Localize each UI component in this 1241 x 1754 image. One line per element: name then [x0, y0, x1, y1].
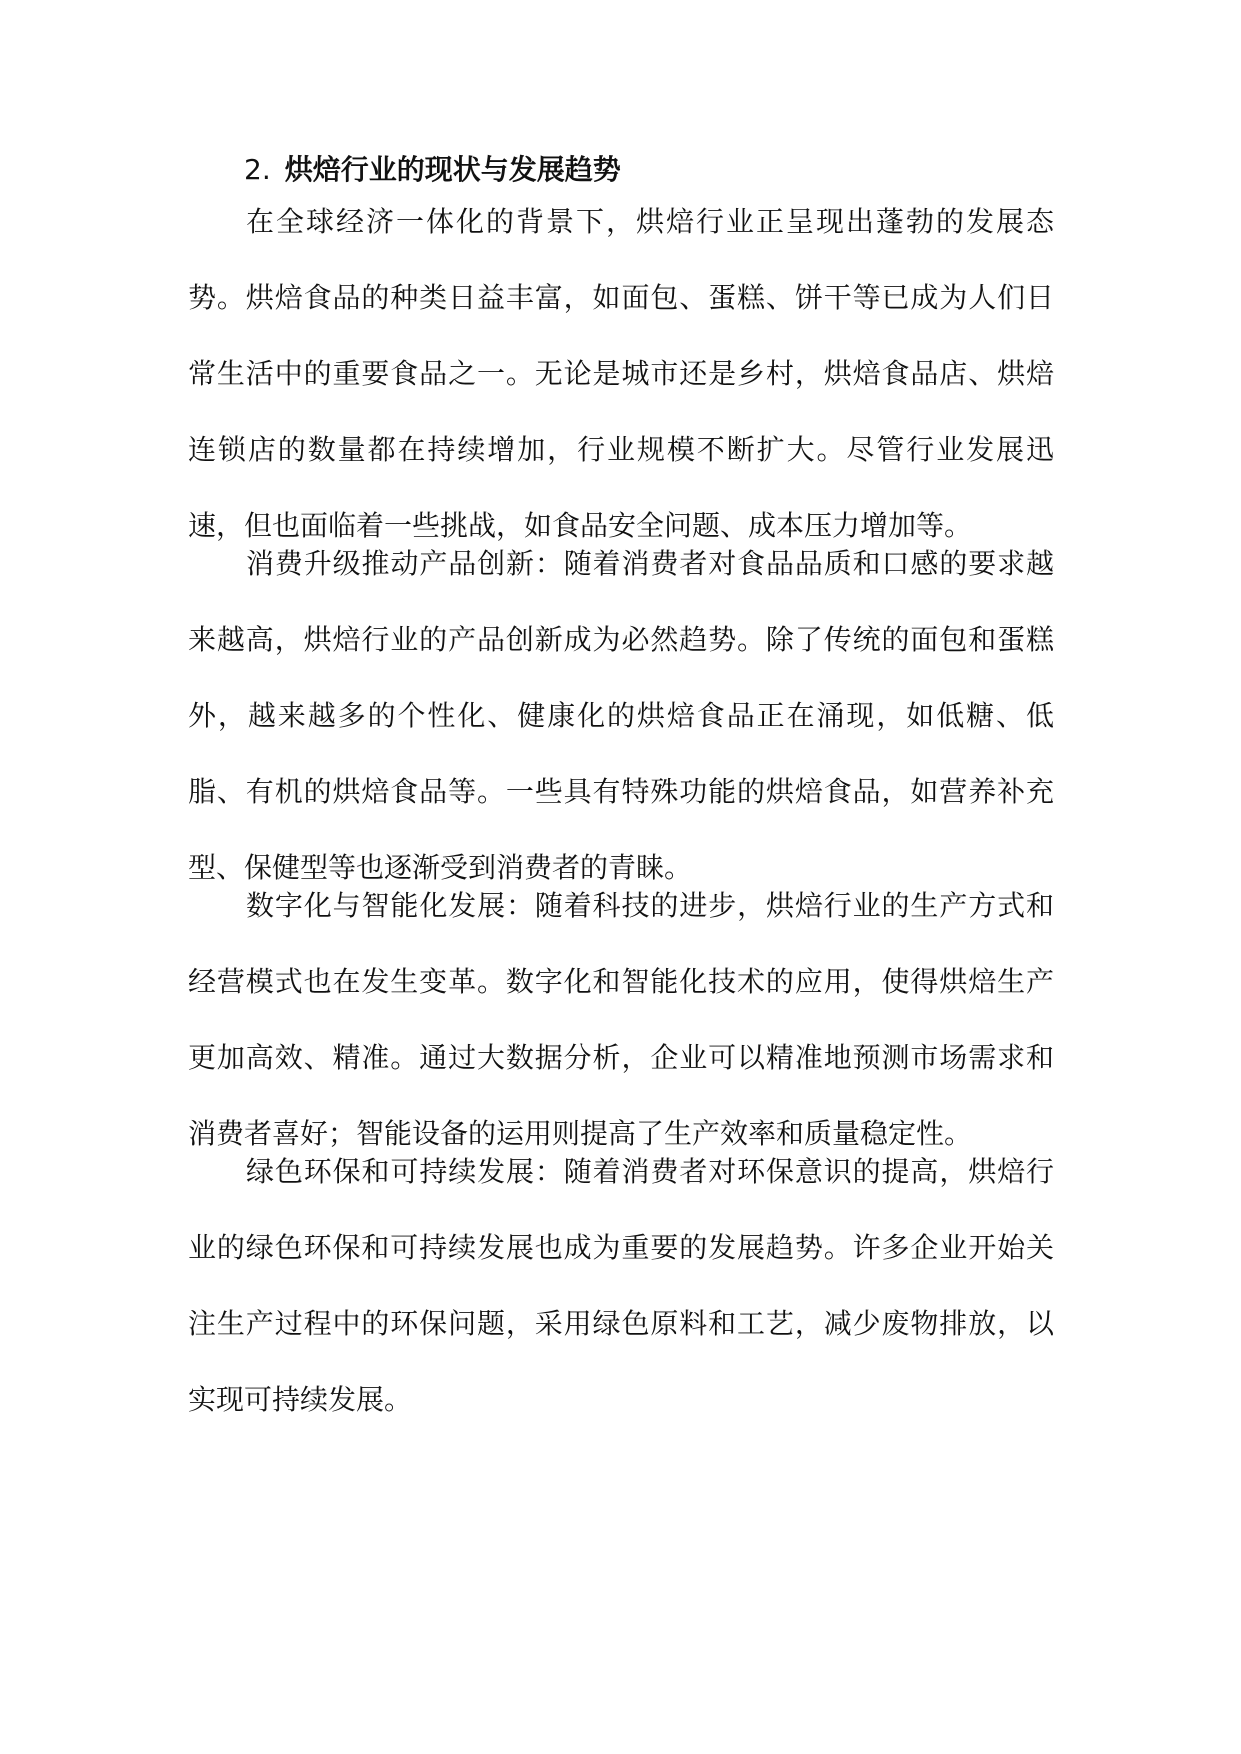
section-number: 2. — [244, 153, 271, 186]
paragraph-green-sustainable: 绿色环保和可持续发展：随着消费者对环保意识的提高，烘焙行业的绿色环保和可持续发展也成为重要的发展趋势。许多企业开始关注生产过程中的环保问题，采用绿色原料和工艺，减少废物排放，以实现可持续发展。 — [188, 1155, 1054, 1416]
paragraph-industry-status: 在全球经济一体化的背景下，烘焙行业正呈现出蓬勃的发展态势。烘焙食品的种类日益丰富，如面包、蛋糕、饼干等已成为人们日常生活中的重要食品之一。无论是城市还是乡村，烘焙食品店、烘焙连锁店的数量都在持续增加，行业规模不断扩大。尽管行业发展迅速，但也面临着一些挑战，如食品安全问题、成本压力增加等。 — [188, 205, 1054, 542]
section-title: 烘焙行业的现状与发展趋势 — [284, 153, 621, 186]
paragraph-digital-intelligent: 数字化与智能化发展：随着科技的进步，烘焙行业的生产方式和经营模式也在发生变革。数字化和智能化技术的应用，使得烘焙生产更加高效、精准。通过大数据分析，企业可以精准地预测市场需求和消费者喜好；智能设备的运用则提高了生产效率和质量稳定性。 — [188, 889, 1054, 1150]
paragraph-product-innovation: 消费升级推动产品创新：随着消费者对食品品质和口感的要求越来越高，烘焙行业的产品创新成为必然趋势。除了传统的面包和蛋糕外，越来越多的个性化、健康化的烘焙食品正在涌现，如低糖、低脂、有机的烘焙食品等。一些具有特殊功能的烘焙食品，如营养补充型、保健型等也逐渐受到消费者的青睐。 — [188, 547, 1054, 884]
